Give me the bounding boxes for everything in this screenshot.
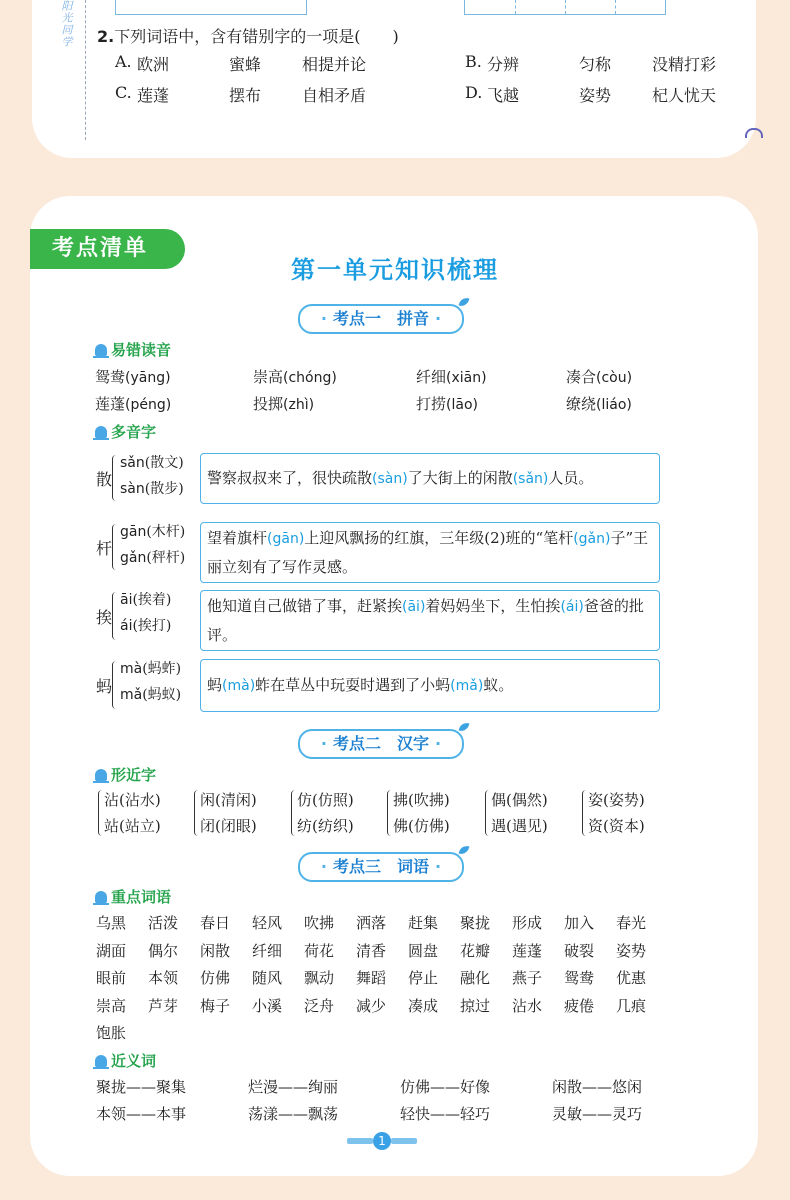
- pronunciation-word: 莲蓬: [95, 395, 126, 413]
- pronunciation-item: [95, 393, 171, 414]
- sentence-text: 他知道自己做错了事，赶紧挨: [207, 597, 403, 615]
- option-word: 没精打彩: [652, 55, 717, 74]
- option-label: D.: [465, 83, 483, 102]
- similar-char: 姿(姿势): [588, 791, 645, 809]
- option-word: 姿势: [579, 86, 612, 105]
- option-word: 相提并论: [302, 55, 367, 74]
- topic-pill-words: · 考点三 词语 ·: [298, 852, 464, 882]
- binder-clip-icon: [745, 128, 763, 138]
- key-word: 本领: [148, 969, 179, 987]
- synonym-pair: 烂漫——绚丽: [248, 1078, 339, 1096]
- bell-icon: [95, 344, 107, 356]
- topic-pill-label: 考点三 词语: [332, 857, 429, 876]
- reading-example: (蚂蚱): [142, 661, 182, 677]
- key-word: 轻风: [252, 914, 283, 932]
- option-label: C.: [115, 83, 132, 102]
- sentence-pinyin: (ái): [560, 599, 584, 615]
- topic-pill-characters: · 考点二 汉字 ·: [298, 729, 464, 759]
- option-word: 飞越: [487, 86, 520, 105]
- similar-char-pair: [104, 787, 161, 839]
- topic-pill-label: 考点二 汉字: [332, 734, 429, 753]
- sentence-pinyin: (āi): [402, 599, 426, 615]
- pair-brace: [387, 790, 393, 836]
- key-word: 眼前: [96, 969, 127, 987]
- pair-brace: [485, 790, 491, 836]
- pronunciation-item: [566, 393, 632, 414]
- key-word: 春光: [616, 914, 647, 932]
- question-2: [97, 24, 399, 47]
- pronunciation-item: [253, 366, 337, 387]
- key-word: 破裂: [564, 941, 595, 960]
- pronunciation-item: [253, 393, 314, 414]
- subsection-polyphones: 多音字: [95, 421, 156, 442]
- option-word: 分辨: [487, 55, 520, 74]
- key-word: 减少: [356, 996, 387, 1015]
- key-word: 形成: [512, 914, 543, 932]
- sentence-pinyin: (sàn): [372, 471, 408, 487]
- reading-pinyin: ái: [120, 618, 133, 634]
- key-word: 清香: [356, 941, 387, 960]
- bell-icon: [95, 891, 107, 903]
- key-word: 姿势: [616, 941, 647, 960]
- synonym-pair: 闲散——悠闲: [552, 1078, 643, 1096]
- key-word: 停止: [408, 969, 439, 987]
- writing-grid-left: [115, 0, 307, 15]
- sentence-text: 子”王丽立刻有了写作灵感。: [207, 529, 649, 576]
- key-word: 优惠: [616, 969, 647, 987]
- side-label: 阳光同学: [60, 0, 73, 48]
- sentence-pinyin: (gān): [267, 531, 305, 547]
- pronunciation-word: 凑合: [566, 368, 597, 386]
- subsection-synonyms: 近义词: [95, 1050, 156, 1071]
- key-word: 小溪: [252, 996, 283, 1015]
- similar-char: 纺(纺织): [297, 817, 354, 835]
- sentence-pinyin: (mǎ): [450, 678, 484, 694]
- pronunciation-item: [416, 366, 487, 387]
- reading-brace: [112, 661, 119, 709]
- key-word: 聚拢: [460, 914, 491, 932]
- pronunciation-item: [566, 366, 632, 387]
- sentence-text: 了大街上的闲散: [407, 469, 513, 487]
- pronunciation-word: 打捞: [416, 395, 447, 413]
- similar-char-pair: [393, 787, 450, 839]
- subsection-key-words: 重点词语: [95, 886, 171, 907]
- subsection-similar-chars: 形近字: [95, 764, 156, 785]
- option-word: 摆布: [229, 86, 262, 105]
- bell-icon: [95, 1055, 107, 1067]
- sentence-pinyin: (sǎn): [512, 471, 549, 487]
- reading-brace: [112, 455, 119, 501]
- sentence-text: 人员。: [548, 469, 594, 487]
- page-number: 1: [373, 1132, 391, 1150]
- reading-pinyin: gǎn: [120, 550, 147, 566]
- pronunciation-word: 崇高: [253, 368, 284, 386]
- synonym-pair: 本领——本事: [96, 1105, 187, 1123]
- synonym-pair: 荡漾——飘荡: [248, 1105, 339, 1123]
- option-word: 杞人忧天: [652, 86, 717, 105]
- key-word: 舞蹈: [356, 969, 387, 987]
- sentence-pinyin: (mà): [222, 678, 256, 694]
- sentence-text: 蚂: [207, 676, 223, 694]
- key-word: 饱胀: [96, 1024, 127, 1042]
- example-sentence-box: [200, 659, 660, 712]
- key-word: 莲蓬: [512, 941, 543, 960]
- pronunciation-item: [416, 393, 478, 414]
- similar-char: 遇(遇见): [491, 817, 548, 835]
- page-number-badge: [347, 1132, 417, 1150]
- polyphone-reading: [120, 658, 181, 678]
- margin-divider: [85, 0, 86, 140]
- pronunciation-word: 缭绕: [566, 395, 597, 413]
- option-word: 欧洲: [137, 55, 170, 74]
- key-word: 加入: [564, 914, 595, 932]
- page-title: 第一单元知识梳理: [291, 256, 499, 284]
- key-word: 吹拂: [304, 914, 335, 932]
- sentence-text: 着妈妈坐下，生怕挨: [425, 597, 561, 615]
- sentence-text: 警察叔叔来了，很快疏散: [207, 469, 373, 487]
- key-word: 乌黑: [96, 914, 127, 932]
- polyphone-reading: [120, 615, 171, 635]
- key-word: 圆盘: [408, 941, 439, 960]
- reading-pinyin: sàn: [120, 481, 145, 497]
- example-sentence-box: [200, 453, 660, 504]
- option-word: 自相矛盾: [302, 86, 367, 105]
- sentence-text: 蚱在草丛中玩耍时遇到了小蚂: [255, 676, 451, 694]
- bell-icon: [95, 769, 107, 781]
- example-sentence-box: [200, 522, 660, 583]
- synonym-pair: 聚拢——聚集: [96, 1078, 187, 1096]
- reading-example: (散文): [144, 455, 184, 471]
- key-word: 梅子: [200, 996, 231, 1015]
- reading-example: (秤杆): [146, 550, 186, 566]
- similar-char-pair: [297, 787, 354, 839]
- key-word: 泛舟: [304, 996, 335, 1015]
- key-word: 花瓣: [460, 941, 491, 960]
- key-word: 闲散: [200, 941, 231, 960]
- key-word: 荷花: [304, 941, 335, 960]
- similar-char-pair: [200, 787, 257, 839]
- reading-example: (挨打): [132, 618, 172, 634]
- sentence-text: 上迎风飘扬的红旗，三年级(2)班的“笔杆: [304, 529, 574, 547]
- reading-pinyin: mà: [120, 661, 143, 677]
- reading-example: (散步): [144, 481, 184, 497]
- pronunciation-pinyin: (xiān): [446, 370, 487, 386]
- pronunciation-pinyin: (zhì): [283, 397, 315, 413]
- key-word: 融化: [460, 969, 491, 987]
- polyphone-char: 杆: [96, 539, 113, 558]
- polyphone-reading: [120, 478, 184, 498]
- synonym-pair: 轻快——轻巧: [400, 1105, 491, 1123]
- writing-grid-right: [464, 0, 666, 15]
- option-word: 莲蓬: [137, 86, 170, 105]
- key-word: 随风: [252, 969, 283, 987]
- pronunciation-pinyin: (liáo): [596, 397, 632, 413]
- pronunciation-pinyin: (chóng): [283, 370, 337, 386]
- polyphone-char: 散: [96, 470, 113, 489]
- option-word: 匀称: [579, 55, 612, 74]
- pronunciation-pinyin: (còu): [596, 370, 633, 386]
- sentence-text: 望着旗杆: [207, 529, 268, 547]
- reading-brace: [112, 592, 119, 640]
- key-word: 沾水: [512, 996, 543, 1015]
- key-word: 偶尔: [148, 941, 179, 960]
- key-word: 仿佛: [200, 969, 231, 987]
- reading-pinyin: āi: [120, 592, 133, 608]
- pronunciation-word: 鸳鸯: [95, 368, 126, 386]
- sentence-text: 蚁。: [483, 676, 514, 694]
- key-word: 湖面: [96, 941, 127, 960]
- pronunciation-word: 纤细: [416, 368, 447, 386]
- pair-brace: [291, 790, 297, 836]
- similar-char: 拂(吹拂): [393, 791, 450, 809]
- example-sentence-box: [200, 590, 660, 651]
- reading-pinyin: gān: [120, 524, 147, 540]
- option-label: A.: [115, 52, 132, 71]
- subsection-error-prone: 易错读音: [95, 339, 171, 360]
- topic-pill-label: 考点一 拼音: [332, 309, 429, 328]
- reading-brace: [112, 524, 119, 570]
- key-word: 洒落: [356, 914, 387, 932]
- key-word: 纤细: [252, 941, 283, 960]
- reading-example: (挨着): [132, 592, 172, 608]
- reading-example: (蚂蚁): [142, 687, 182, 703]
- pronunciation-pinyin: (yāng): [125, 370, 171, 386]
- synonym-pair: 灵敏——灵巧: [552, 1105, 643, 1123]
- sentence-pinyin: (gǎn): [573, 531, 611, 547]
- pronunciation-word: 投掷: [253, 395, 284, 413]
- key-word: 崇高: [96, 996, 127, 1015]
- polyphone-reading: [120, 521, 185, 541]
- polyphone-reading: [120, 589, 171, 609]
- polyphone-reading: [120, 547, 185, 567]
- pair-brace: [98, 790, 104, 836]
- similar-char: 闲(清闲): [200, 791, 257, 809]
- pair-brace: [582, 790, 588, 836]
- key-word: 赶集: [408, 914, 439, 932]
- similar-char: 偶(偶然): [491, 791, 548, 809]
- similar-char-pair: [491, 787, 548, 839]
- reading-pinyin: mǎ: [120, 687, 143, 703]
- key-word: 几痕: [616, 996, 647, 1015]
- reading-pinyin: sǎn: [120, 455, 145, 471]
- section-badge: 考点清单: [30, 229, 185, 269]
- key-word: 疲倦: [564, 996, 595, 1015]
- similar-char: 闭(闭眼): [200, 817, 257, 835]
- similar-char: 沾(沾水): [104, 791, 161, 809]
- similar-char: 仿(仿照): [297, 791, 354, 809]
- key-word: 春日: [200, 914, 231, 932]
- reading-example: (木杆): [146, 524, 186, 540]
- pronunciation-pinyin: (lāo): [446, 397, 478, 413]
- key-word: 飘动: [304, 969, 335, 987]
- similar-char: 站(站立): [104, 817, 161, 835]
- pronunciation-pinyin: (péng): [125, 397, 172, 413]
- sentence-text: 爸爸的批评。: [207, 597, 644, 644]
- option-label: B.: [465, 52, 482, 71]
- key-word: 燕子: [512, 969, 543, 987]
- question-number: 2.: [97, 27, 115, 46]
- similar-char: 资(资本): [588, 817, 645, 835]
- pair-brace: [194, 790, 200, 836]
- key-word: 凑成: [408, 996, 439, 1015]
- key-word: 鸳鸯: [564, 969, 595, 987]
- polyphone-reading: [120, 684, 181, 704]
- polyphone-reading: [120, 452, 184, 472]
- polyphone-char: 挨: [96, 608, 113, 627]
- polyphone-char: 蚂: [96, 677, 113, 696]
- question-text: 下列词语中，含有错别字的一项是( ): [114, 27, 399, 46]
- synonym-pair: 仿佛——好像: [400, 1078, 491, 1096]
- topic-pill-pinyin: · 考点一 拼音 ·: [298, 304, 464, 334]
- bell-icon: [95, 426, 107, 438]
- pronunciation-item: [95, 366, 171, 387]
- similar-char-pair: [588, 787, 645, 839]
- option-word: 蜜蜂: [229, 55, 262, 74]
- similar-char: 佛(仿佛): [393, 817, 450, 835]
- key-word: 掠过: [460, 996, 491, 1015]
- key-word: 活泼: [148, 914, 179, 932]
- key-word: 芦芽: [148, 996, 179, 1015]
